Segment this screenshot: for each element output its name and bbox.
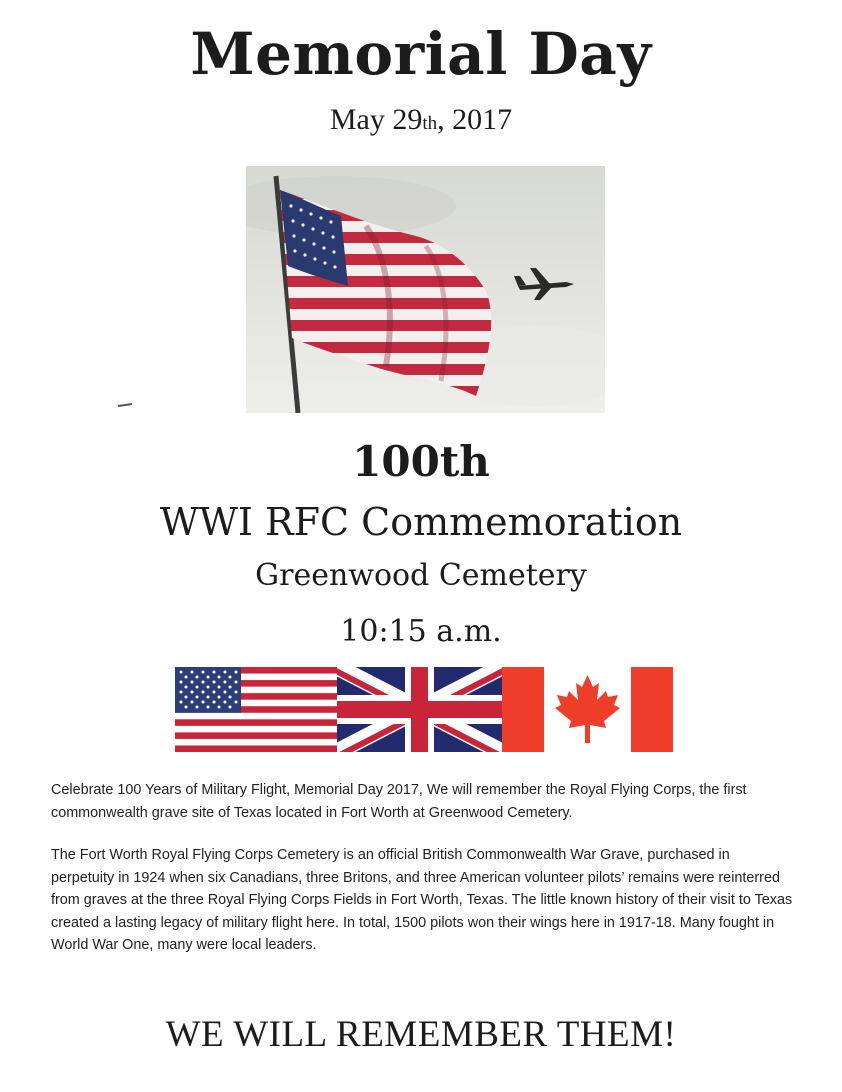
flag-photo <box>246 166 605 413</box>
stray-pen-mark <box>118 403 132 407</box>
canada-flag-icon <box>502 667 673 752</box>
us-flag-icon <box>175 667 337 752</box>
body-paragraph: Celebrate 100 Years of Military Flight, Memorial Day 2017, We will remember the Royal Flying Corps, the first commonwealth grave site of Texas located in Fort Worth at Greenwood Cemetery. <box>51 782 747 821</box>
body-text <box>51 779 793 977</box>
date-year: , 2017 <box>437 103 513 136</box>
date-month-day: May 29 <box>329 103 423 136</box>
closing-line: WE WILL REMEMBER THEM! <box>165 1014 677 1055</box>
event-time: 10:15 a.m. <box>340 614 502 649</box>
flag-row <box>175 667 673 752</box>
page-title: Memorial Day <box>190 20 652 88</box>
centennial-heading: 100th <box>352 437 490 486</box>
uk-flag-icon <box>334 667 505 752</box>
date-ordinal-suffix: th <box>422 113 438 134</box>
body-paragraph: The Fort Worth Royal Flying Corps Cemetery is an official British Commonwealth War Grave, purchased in perpetuity in 1924 when six Canadians, three Britons, and three American volunteer pilots’ remains were reinterred from graves at the three Royal Flying Corps Fields in Fort Worth, Texas. The little known history of their visit to Texas created a lasting legacy of military flight here. In total, 1500 pilots won their wings here in 1917-18. Many fought in World War One, many were local leaders. <box>51 847 793 953</box>
event-name: WWI RFC Commemoration <box>159 500 683 544</box>
event-date <box>0 103 842 137</box>
event-venue: Greenwood Cemetery <box>255 558 587 593</box>
